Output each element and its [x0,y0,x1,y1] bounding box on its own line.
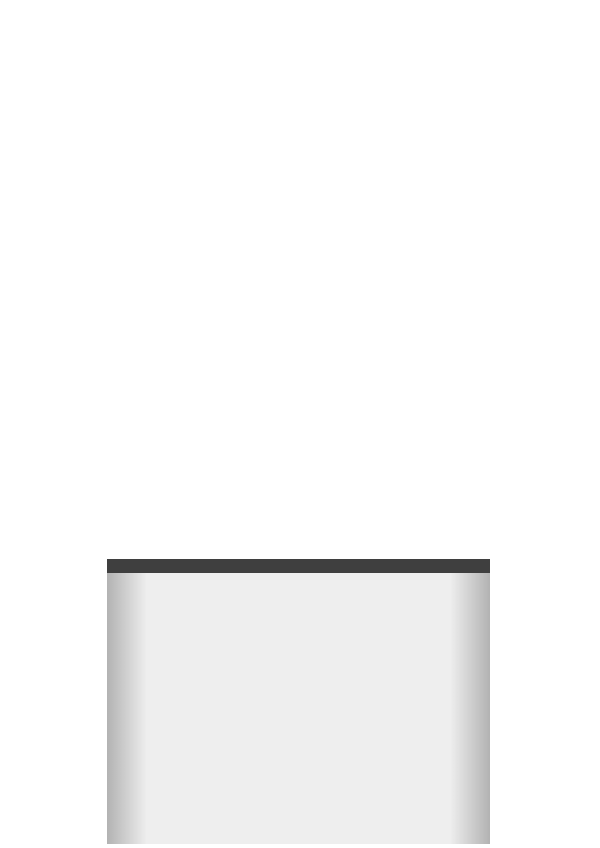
table-header-row [107,559,490,573]
food-infections-table-image [107,559,490,844]
section-1-heading [92,109,110,121]
section-2-heading [92,304,110,316]
